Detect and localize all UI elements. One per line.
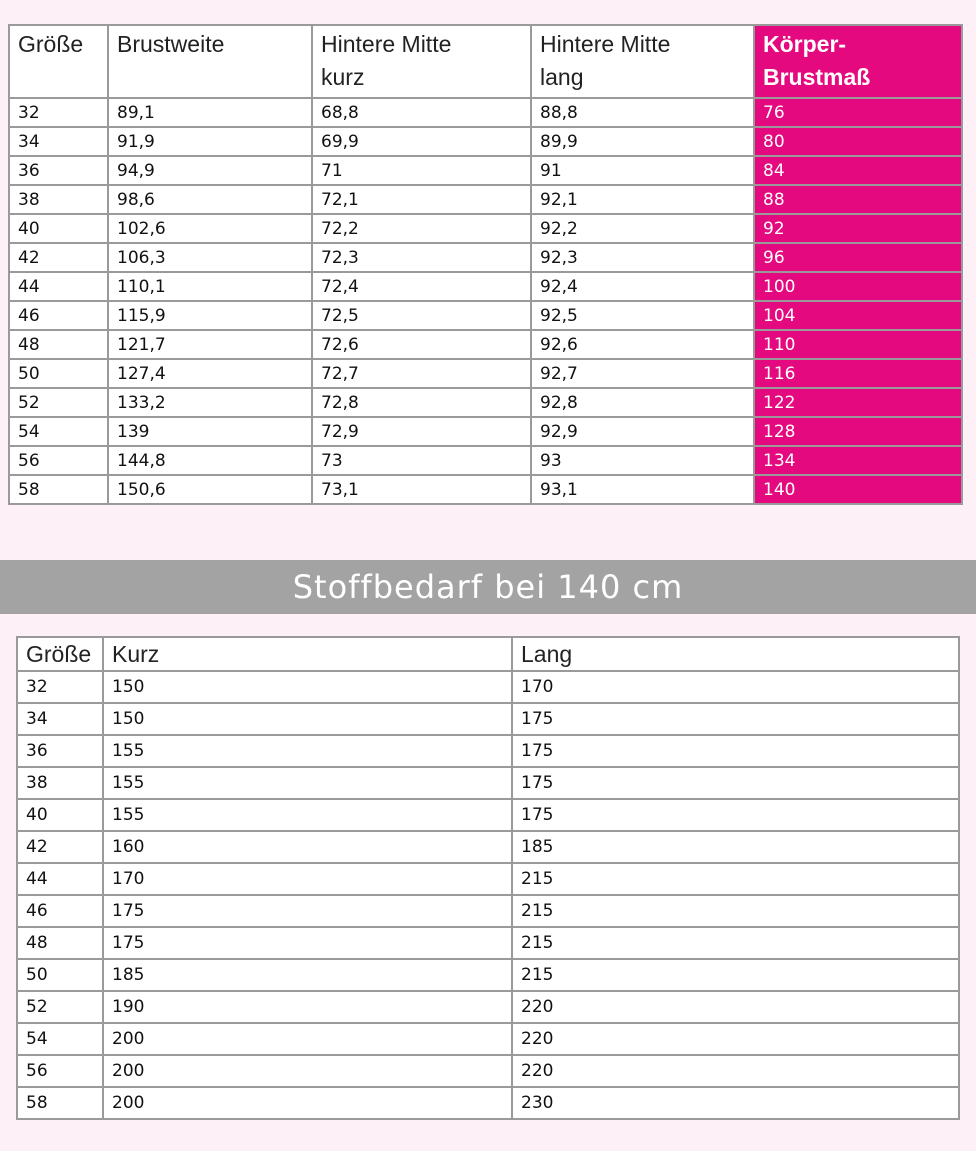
fabric-cell-short: 170 <box>103 863 512 895</box>
fabric-cell-size: 48 <box>17 927 103 959</box>
cell-size: 42 <box>9 243 108 272</box>
fabric-cell-size: 34 <box>17 703 103 735</box>
cell-bust-width: 91,9 <box>108 127 312 156</box>
size-table-row <box>9 214 962 243</box>
size-table <box>8 24 963 505</box>
cell-center-back-short: 72,8 <box>312 388 531 417</box>
cell-bust-width: 121,7 <box>108 330 312 359</box>
fabric-cell-short: 155 <box>103 767 512 799</box>
fabric-cell-long: 220 <box>512 991 959 1023</box>
fabric-table-row <box>17 831 959 863</box>
fabric-cell-long: 170 <box>512 671 959 703</box>
cell-size: 34 <box>9 127 108 156</box>
size-table-row <box>9 417 962 446</box>
fabric-cell-long: 215 <box>512 927 959 959</box>
fabric-cell-size: 44 <box>17 863 103 895</box>
size-table-row <box>9 98 962 127</box>
header-center-back-long-line2: lang <box>540 64 584 90</box>
fabric-header-long: Lang <box>512 637 959 671</box>
fabric-cell-size: 56 <box>17 1055 103 1087</box>
fabric-table-row <box>17 671 959 703</box>
cell-center-back-long: 93 <box>531 446 754 475</box>
cell-body-bust: 134 <box>754 446 962 475</box>
cell-center-back-short: 72,5 <box>312 301 531 330</box>
cell-body-bust: 110 <box>754 330 962 359</box>
cell-center-back-long: 92,7 <box>531 359 754 388</box>
cell-center-back-long: 92,3 <box>531 243 754 272</box>
size-table-row <box>9 127 962 156</box>
cell-body-bust: 96 <box>754 243 962 272</box>
fabric-cell-long: 175 <box>512 703 959 735</box>
size-table-header-row <box>9 25 962 98</box>
header-center-back-short <box>312 25 531 98</box>
fabric-cell-long: 220 <box>512 1055 959 1087</box>
cell-size: 52 <box>9 388 108 417</box>
fabric-cell-short: 200 <box>103 1023 512 1055</box>
size-table-row <box>9 446 962 475</box>
cell-size: 38 <box>9 185 108 214</box>
fabric-cell-size: 42 <box>17 831 103 863</box>
cell-bust-width: 133,2 <box>108 388 312 417</box>
fabric-table-row <box>17 703 959 735</box>
fabric-cell-short: 185 <box>103 959 512 991</box>
fabric-cell-long: 230 <box>512 1087 959 1119</box>
fabric-cell-long: 215 <box>512 863 959 895</box>
cell-center-back-long: 92,4 <box>531 272 754 301</box>
cell-size: 44 <box>9 272 108 301</box>
header-bust-width: Brustweite <box>108 25 312 98</box>
fabric-table-row <box>17 799 959 831</box>
fabric-cell-size: 50 <box>17 959 103 991</box>
fabric-cell-long: 175 <box>512 735 959 767</box>
cell-center-back-long: 92,6 <box>531 330 754 359</box>
cell-size: 36 <box>9 156 108 185</box>
cell-center-back-short: 72,6 <box>312 330 531 359</box>
fabric-cell-short: 160 <box>103 831 512 863</box>
fabric-cell-short: 150 <box>103 671 512 703</box>
cell-body-bust: 88 <box>754 185 962 214</box>
cell-center-back-short: 72,2 <box>312 214 531 243</box>
cell-center-back-long: 91 <box>531 156 754 185</box>
size-table-row <box>9 388 962 417</box>
size-table-row <box>9 475 962 504</box>
fabric-cell-long: 215 <box>512 959 959 991</box>
cell-bust-width: 127,4 <box>108 359 312 388</box>
cell-body-bust: 128 <box>754 417 962 446</box>
cell-bust-width: 98,6 <box>108 185 312 214</box>
fabric-cell-short: 190 <box>103 991 512 1023</box>
cell-center-back-long: 92,2 <box>531 214 754 243</box>
cell-center-back-short: 72,9 <box>312 417 531 446</box>
fabric-table-row <box>17 991 959 1023</box>
cell-center-back-short: 72,1 <box>312 185 531 214</box>
cell-size: 56 <box>9 446 108 475</box>
size-table-row <box>9 185 962 214</box>
cell-body-bust: 116 <box>754 359 962 388</box>
cell-center-back-short: 72,7 <box>312 359 531 388</box>
cell-bust-width: 144,8 <box>108 446 312 475</box>
cell-body-bust: 104 <box>754 301 962 330</box>
cell-bust-width: 89,1 <box>108 98 312 127</box>
header-center-back-short-line1: Hintere Mitte <box>321 31 452 57</box>
cell-size: 32 <box>9 98 108 127</box>
size-table-row <box>9 272 962 301</box>
fabric-cell-size: 46 <box>17 895 103 927</box>
cell-body-bust: 80 <box>754 127 962 156</box>
cell-center-back-short: 73 <box>312 446 531 475</box>
fabric-requirement-banner: Stoffbedarf bei 140 cm <box>0 560 976 614</box>
fabric-table-row <box>17 767 959 799</box>
header-center-back-long <box>531 25 754 98</box>
fabric-cell-short: 200 <box>103 1087 512 1119</box>
fabric-table-row <box>17 927 959 959</box>
cell-center-back-long: 92,1 <box>531 185 754 214</box>
size-table-row <box>9 330 962 359</box>
fabric-cell-size: 36 <box>17 735 103 767</box>
fabric-cell-size: 52 <box>17 991 103 1023</box>
fabric-cell-size: 40 <box>17 799 103 831</box>
cell-center-back-short: 72,3 <box>312 243 531 272</box>
cell-center-back-long: 92,8 <box>531 388 754 417</box>
fabric-table-row <box>17 863 959 895</box>
cell-bust-width: 115,9 <box>108 301 312 330</box>
fabric-header-short: Kurz <box>103 637 512 671</box>
cell-center-back-long: 89,9 <box>531 127 754 156</box>
fabric-cell-long: 175 <box>512 767 959 799</box>
size-table-row <box>9 301 962 330</box>
cell-center-back-long: 92,9 <box>531 417 754 446</box>
fabric-cell-short: 150 <box>103 703 512 735</box>
fabric-cell-short: 175 <box>103 927 512 959</box>
fabric-cell-short: 155 <box>103 735 512 767</box>
cell-bust-width: 110,1 <box>108 272 312 301</box>
cell-body-bust: 76 <box>754 98 962 127</box>
fabric-cell-size: 38 <box>17 767 103 799</box>
header-size: Größe <box>9 25 108 98</box>
fabric-cell-long: 215 <box>512 895 959 927</box>
fabric-cell-long: 175 <box>512 799 959 831</box>
cell-center-back-long: 88,8 <box>531 98 754 127</box>
cell-bust-width: 102,6 <box>108 214 312 243</box>
fabric-table <box>16 636 960 1120</box>
cell-center-back-short: 71 <box>312 156 531 185</box>
fabric-header-size: Größe <box>17 637 103 671</box>
header-body-bust-line1: Körper- <box>763 31 847 57</box>
header-center-back-long-line1: Hintere Mitte <box>540 31 671 57</box>
fabric-table-header-row <box>17 637 959 671</box>
cell-size: 54 <box>9 417 108 446</box>
cell-size: 50 <box>9 359 108 388</box>
cell-size: 58 <box>9 475 108 504</box>
size-table-row <box>9 156 962 185</box>
fabric-table-row <box>17 1055 959 1087</box>
size-table-row <box>9 359 962 388</box>
cell-center-back-short: 72,4 <box>312 272 531 301</box>
cell-center-back-long: 92,5 <box>531 301 754 330</box>
cell-size: 46 <box>9 301 108 330</box>
fabric-cell-size: 54 <box>17 1023 103 1055</box>
cell-center-back-long: 93,1 <box>531 475 754 504</box>
cell-center-back-short: 73,1 <box>312 475 531 504</box>
cell-bust-width: 94,9 <box>108 156 312 185</box>
header-body-bust <box>754 25 962 98</box>
fabric-table-row <box>17 895 959 927</box>
fabric-cell-long: 185 <box>512 831 959 863</box>
fabric-table-row <box>17 1087 959 1119</box>
cell-body-bust: 84 <box>754 156 962 185</box>
cell-size: 40 <box>9 214 108 243</box>
cell-bust-width: 150,6 <box>108 475 312 504</box>
size-table-row <box>9 243 962 272</box>
cell-body-bust: 140 <box>754 475 962 504</box>
cell-bust-width: 139 <box>108 417 312 446</box>
cell-body-bust: 92 <box>754 214 962 243</box>
cell-bust-width: 106,3 <box>108 243 312 272</box>
fabric-cell-long: 220 <box>512 1023 959 1055</box>
fabric-cell-size: 32 <box>17 671 103 703</box>
cell-body-bust: 100 <box>754 272 962 301</box>
header-body-bust-line2: Brustmaß <box>763 64 871 90</box>
fabric-cell-size: 58 <box>17 1087 103 1119</box>
fabric-table-row <box>17 1023 959 1055</box>
header-center-back-short-line2: kurz <box>321 64 365 90</box>
fabric-table-row <box>17 959 959 991</box>
fabric-table-row <box>17 735 959 767</box>
cell-body-bust: 122 <box>754 388 962 417</box>
fabric-cell-short: 175 <box>103 895 512 927</box>
cell-center-back-short: 69,9 <box>312 127 531 156</box>
cell-center-back-short: 68,8 <box>312 98 531 127</box>
fabric-cell-short: 155 <box>103 799 512 831</box>
cell-size: 48 <box>9 330 108 359</box>
fabric-cell-short: 200 <box>103 1055 512 1087</box>
